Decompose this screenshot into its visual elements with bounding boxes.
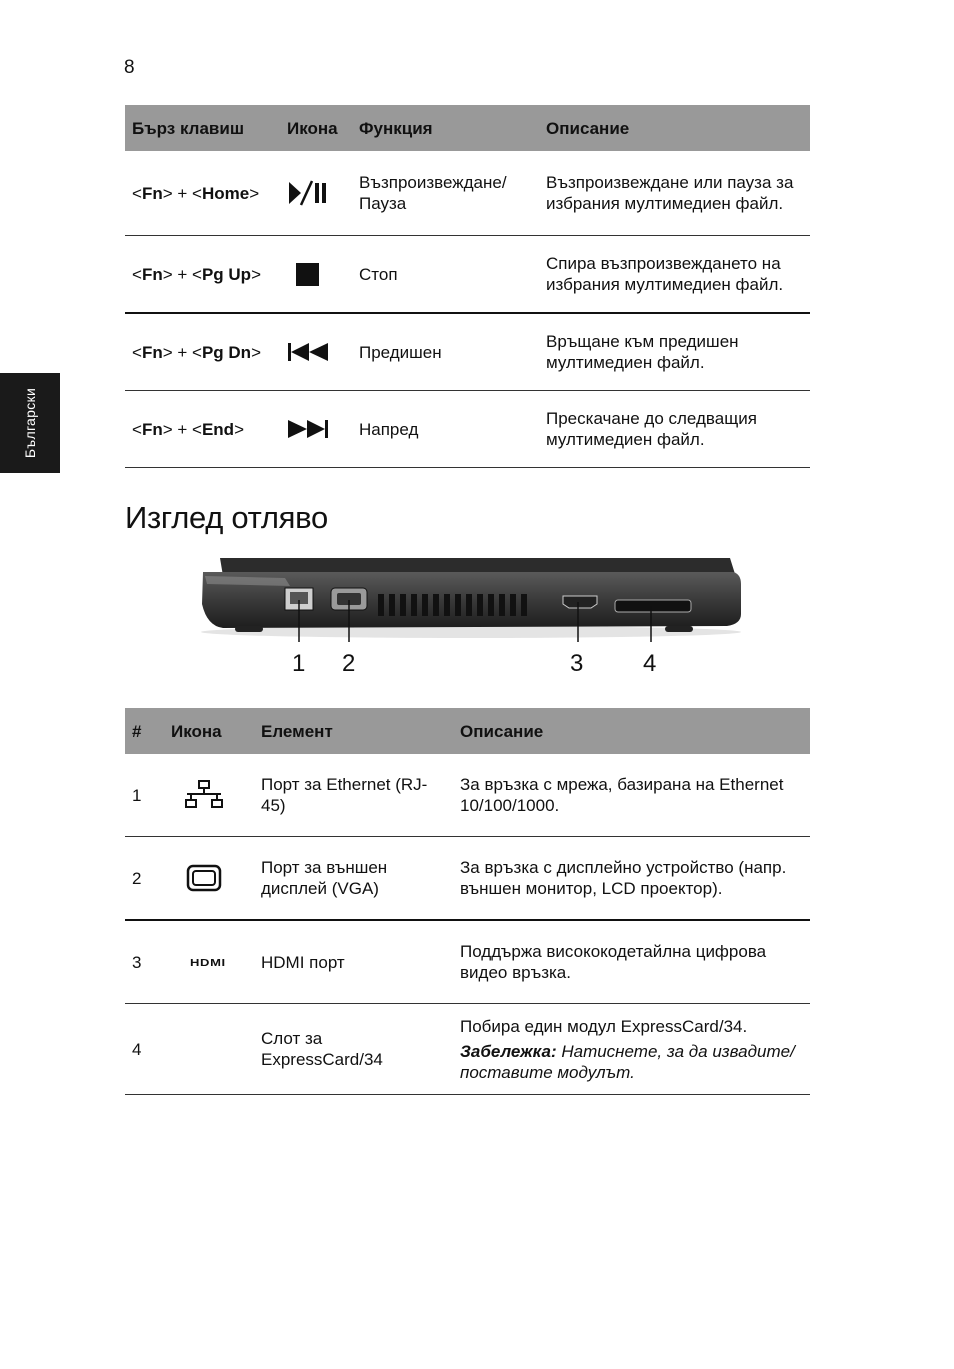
table-row: [125, 151, 810, 236]
icon-cell: [164, 754, 254, 837]
header-element: Елемент: [254, 708, 453, 754]
hotkey-cell: <Fn> + <Pg Dn>: [125, 313, 280, 391]
key-end: End: [201, 419, 235, 439]
icon-cell: [164, 920, 254, 1004]
stop-icon: [287, 259, 331, 289]
play-pause-icon: [287, 178, 331, 208]
laptop-left-side-illustration: [195, 552, 747, 642]
table-row: [125, 754, 810, 837]
function-cell: Предишен: [352, 313, 539, 391]
icon-cell: [164, 1004, 254, 1095]
table-row: [125, 236, 810, 314]
key-fn: Fn: [141, 264, 163, 284]
hotkey-table-header: [125, 105, 810, 151]
key-fn: Fn: [141, 183, 163, 203]
ports-table: [125, 708, 810, 1095]
header-description: Описание: [453, 708, 810, 754]
hotkey-cell: <Fn> + <End>: [125, 391, 280, 468]
number-cell: 1: [125, 754, 164, 837]
note: [460, 1041, 803, 1083]
header-description: Описание: [539, 105, 810, 151]
function-cell: Възпроизвеждане/ Пауза: [352, 151, 539, 236]
icon-cell: [280, 313, 352, 391]
number-cell: 4: [125, 1004, 164, 1095]
page-number: 8: [124, 57, 135, 78]
table-row: [125, 1004, 810, 1095]
element-cell: Порт за външен дисплей (VGA): [254, 837, 453, 921]
description-cell: Възпроизвеждане или пауза за избрания мултимедиен файл.: [539, 151, 810, 236]
callout-1: 1: [292, 650, 306, 677]
description-cell: Връщане към предишен мултимедиен файл.: [539, 313, 810, 391]
element-cell: Порт за Ethernet (RJ-45): [254, 754, 453, 837]
description-cell: Прескачане до следващия мултимедиен файл.: [539, 391, 810, 468]
previous-icon: [287, 337, 331, 367]
description-cell: За връзка с дисплейно устройство (напр. външен монитор, LCD проектор).: [453, 837, 810, 921]
number-cell: 3: [125, 920, 164, 1004]
language-side-tab: [0, 373, 60, 473]
element-cell: HDMI порт: [254, 920, 453, 1004]
hotkey-cell: <Fn> + <Home>: [125, 151, 280, 236]
key-pgdn: Pg Dn: [201, 342, 252, 362]
number-cell: 2: [125, 837, 164, 921]
hotkey-table: [125, 105, 810, 468]
table-row: [125, 313, 810, 391]
callout-2: 2: [342, 650, 356, 677]
element-cell: Слот за ExpressCard/34: [254, 1004, 453, 1095]
header-icon: Икона: [164, 708, 254, 754]
hotkey-cell: <Fn> + <Pg Up>: [125, 236, 280, 314]
header-function: Функция: [352, 105, 539, 151]
callout-4: 4: [643, 650, 657, 677]
icon-cell: [280, 391, 352, 468]
note-label: Забележка:: [460, 1041, 557, 1061]
icon-cell: [164, 837, 254, 921]
description-text: Побира един модул ExpressCard/34.: [460, 1016, 748, 1036]
icon-cell: [280, 151, 352, 236]
section-title: Изглед отляво: [125, 500, 328, 535]
table-row: [125, 837, 810, 921]
ethernet-icon: [179, 779, 229, 811]
function-cell: Стоп: [352, 236, 539, 314]
hdmi-icon: HDMI: [190, 958, 226, 969]
callout-3: 3: [570, 650, 584, 677]
description-cell: Поддържа висококодетайлна цифрова видео връзка.: [453, 920, 810, 1004]
key-fn: Fn: [141, 342, 163, 362]
vga-icon: [179, 862, 229, 894]
description-cell: Спира възпроизвеждането на избрания мултимедиен файл.: [539, 236, 810, 314]
next-icon: [287, 414, 331, 444]
description-cell: [453, 1004, 810, 1095]
icon-cell: [280, 236, 352, 314]
table-row: [125, 920, 810, 1004]
key-fn: Fn: [141, 419, 163, 439]
description-cell: За връзка с мрежа, базирана на Ethernet 10/100/1000.: [453, 754, 810, 837]
side-tab-label: Български: [22, 387, 38, 459]
function-cell: Напред: [352, 391, 539, 468]
key-home: Home: [201, 183, 250, 203]
ports-table-header: [125, 708, 810, 754]
key-pgup: Pg Up: [201, 264, 252, 284]
table-row: [125, 391, 810, 468]
header-icon: Икона: [280, 105, 352, 151]
header-hotkey: Бърз клавиш: [125, 105, 280, 151]
header-number: #: [125, 708, 164, 754]
note-text: Натиснете, за да извадите/поставите модулът.: [460, 1041, 795, 1082]
